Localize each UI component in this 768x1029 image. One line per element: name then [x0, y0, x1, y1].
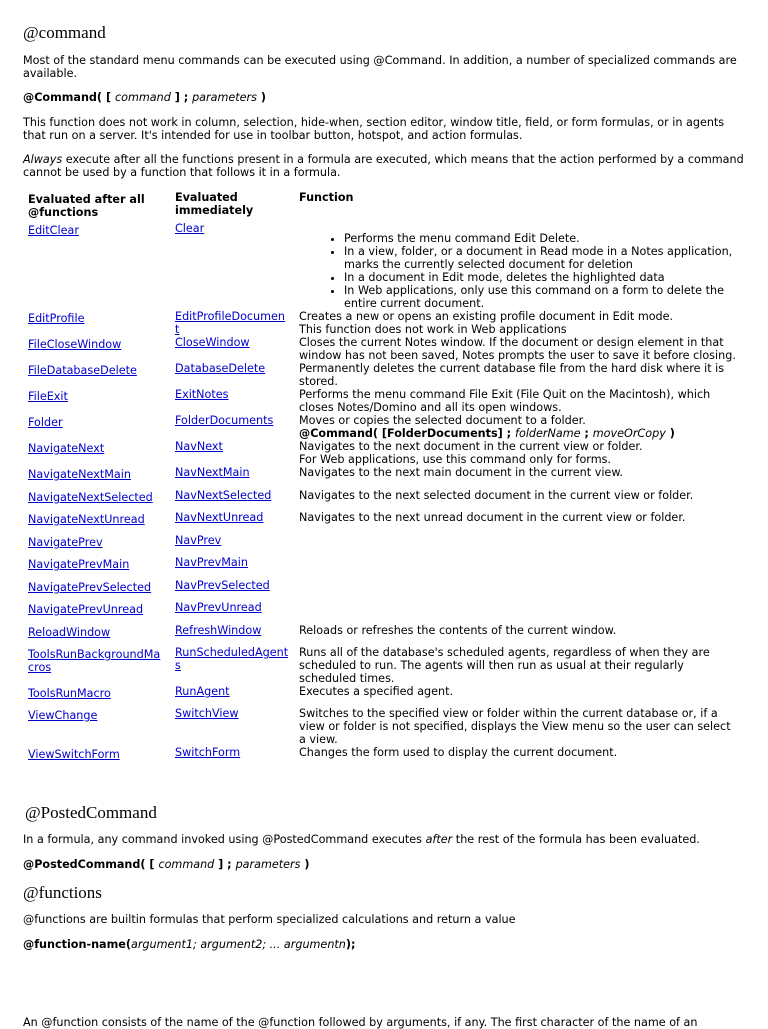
postedcommand-desc-em: after	[425, 833, 453, 846]
syntax-arg-moveorcopy: moveOrCopy	[592, 427, 666, 440]
postedcommand-heading: @PostedCommand	[25, 803, 157, 822]
link-switchview[interactable]: SwitchView	[175, 707, 239, 720]
link-exitnotes[interactable]: ExitNotes	[175, 388, 229, 401]
link-fileexit[interactable]: FileExit	[28, 390, 68, 403]
table-row	[23, 414, 740, 440]
table-row	[23, 222, 740, 310]
syntax-fn: @Command(	[23, 91, 103, 104]
command-restriction: This function does not work in column, selection, hide-when, section editor, window title, field, or form formulas, or in agents that run on a server. It's intended for use in toolbar button, hotspot, and action formulas.	[23, 116, 725, 142]
row-desc: Creates a new or opens an existing profile document in Edit mode.	[299, 310, 674, 323]
list-item: • In a view, folder, or a document in Read mode in a Notes application, marks the currently selected document for deletion	[344, 245, 740, 271]
list-item: • In Web applications, only use this command on a form to delete the entire current document.	[344, 284, 740, 310]
link-navigateprevselected[interactable]: NavigatePrevSelected	[28, 581, 152, 594]
row-desc: Navigates to the next document in the current view or folder.	[299, 440, 643, 453]
link-databasedelete[interactable]: DatabaseDelete	[175, 362, 266, 375]
link-navigatenextselected[interactable]: NavigateNextSelected	[28, 491, 153, 504]
table-row	[23, 310, 740, 336]
postedcommand-syntax	[23, 858, 309, 871]
syntax-fn: @Command( [FolderDocuments] ;	[299, 427, 516, 440]
table-row	[23, 746, 740, 761]
header-evaluated-after: Evaluated after all @functions	[28, 193, 145, 219]
link-toolsrunmacro[interactable]: ToolsRunMacro	[28, 687, 111, 700]
row-desc: Permanently deletes the current database file from the hard disk where it is stored.	[299, 362, 725, 388]
syntax-sep: ;	[580, 427, 593, 440]
syntax-arg-foldername: folderName	[515, 427, 581, 440]
syntax-arg-command: command	[158, 858, 215, 871]
command-table	[23, 188, 740, 761]
table-row	[23, 440, 740, 466]
syntax-fn: @function-name(	[23, 938, 131, 951]
row-desc: Switches to the specified view or folder within the current database or, if a view or folder is not specified, displays the View menu so the user can select a view.	[299, 707, 731, 746]
row-desc: Runs all of the database's scheduled agents, regardless of when they are scheduled to run. The agents will then run as usual at their regularly scheduled times.	[299, 646, 710, 685]
link-viewchange[interactable]: ViewChange	[28, 709, 98, 722]
link-switchform[interactable]: SwitchForm	[175, 746, 241, 759]
syntax-args: argument1; argument2; ... argumentn	[130, 938, 346, 951]
postedcommand-desc-pre: In a formula, any command invoked using @PostedCommand executes	[23, 833, 426, 846]
syntax-arg-parameters: parameters	[192, 91, 257, 104]
syntax-close: ] ;	[170, 91, 193, 104]
table-row	[23, 624, 740, 646]
table-header-row	[23, 188, 740, 222]
row-desc	[299, 556, 740, 579]
link-editclear[interactable]: EditClear	[28, 224, 79, 237]
always-rest: execute after all the functions present in a formula are executed, which means that the action performed by a command cannot be used by a function that follows it in a formula.	[23, 153, 744, 179]
link-navigatenextunread[interactable]: NavigateNextUnread	[28, 513, 145, 526]
link-navigatenext[interactable]: NavigateNext	[28, 442, 105, 455]
functions-desc: @functions are builtin formulas that perform specialized calculations and return a value	[23, 913, 516, 926]
functions-syntax	[23, 938, 355, 951]
link-navprevmain[interactable]: NavPrevMain	[175, 556, 248, 569]
always-emphasis: Always	[23, 153, 63, 166]
row-desc	[299, 601, 740, 624]
table-row	[23, 511, 740, 534]
syntax-open: [	[145, 858, 159, 871]
link-runscheduledagents[interactable]: RunScheduledAgents	[175, 646, 289, 672]
link-editprofiledocument[interactable]: EditProfileDocument	[175, 310, 286, 336]
row-desc-extra: This function does not work in Web applications	[299, 323, 567, 336]
syntax-open: [	[102, 91, 115, 104]
syntax-end: );	[345, 938, 356, 951]
syntax-arg-command: command	[114, 91, 171, 104]
table-row	[23, 579, 740, 601]
functions-cut-line: An @function consists of the name of the @function followed by arguments, if any. The first character of the name of an	[23, 1016, 698, 1029]
link-filedatabasedelete[interactable]: FileDatabaseDelete	[28, 364, 137, 377]
link-reloadwindow[interactable]: ReloadWindow	[28, 626, 111, 639]
table-row	[23, 707, 740, 746]
row-desc: Navigates to the next selected document in the current view or folder.	[299, 489, 694, 502]
table-row	[23, 362, 740, 388]
table-row	[23, 336, 740, 362]
link-navigateprevmain[interactable]: NavigatePrevMain	[28, 558, 130, 571]
table-row	[23, 601, 740, 624]
link-navprevselected[interactable]: NavPrevSelected	[175, 579, 270, 592]
link-refreshwindow[interactable]: RefreshWindow	[175, 624, 262, 637]
link-navnext[interactable]: NavNext	[175, 440, 223, 453]
row-desc: Moves or copies the selected document to a folder.	[299, 414, 586, 427]
table-row	[23, 646, 740, 685]
row-desc: Navigates to the next unread document in the current view or folder.	[299, 511, 686, 524]
command-intro: Most of the standard menu commands can be executed using @Command. In addition, a number of specialized commands are available.	[23, 54, 737, 80]
command-heading: @command	[23, 23, 106, 42]
syntax-end: )	[256, 91, 266, 104]
row-desc: Performs the menu command File Exit (File Quit on the Macintosh), which closes Notes/Domino and all its open windows.	[299, 388, 711, 414]
link-toolsrunbackgroundmacros[interactable]: ToolsRunBackgroundMacros	[28, 648, 161, 674]
header-function: Function	[299, 191, 354, 204]
table-row	[23, 534, 740, 556]
folderdocuments-syntax	[299, 427, 740, 440]
syntax-end: )	[300, 858, 310, 871]
link-folder[interactable]: Folder	[28, 416, 63, 429]
list-item: • In a document in Edit mode, deletes the highlighted data	[344, 271, 740, 284]
table-row	[23, 388, 740, 414]
link-fileclosewindow[interactable]: FileCloseWindow	[28, 338, 122, 351]
link-viewswitchform[interactable]: ViewSwitchForm	[28, 748, 120, 761]
link-navnextselected[interactable]: NavNextSelected	[175, 489, 272, 502]
link-clear[interactable]: Clear	[175, 222, 205, 235]
link-editprofile[interactable]: EditProfile	[28, 312, 85, 325]
table-row	[23, 685, 740, 707]
row-desc	[299, 579, 740, 601]
link-navprev[interactable]: NavPrev	[175, 534, 222, 547]
link-navigateprevunread[interactable]: NavigatePrevUnread	[28, 603, 144, 616]
link-closewindow[interactable]: CloseWindow	[175, 336, 250, 349]
row-desc: Closes the current Notes window. If the document or design element in that window has not been saved, Notes prompts the user to save it before closing.	[299, 336, 736, 362]
functions-heading: @functions	[23, 883, 102, 902]
row-desc: Reloads or refreshes the contents of the current window.	[299, 624, 617, 637]
syntax-end: )	[665, 427, 675, 440]
postedcommand-desc-post: the rest of the formula has been evaluated.	[452, 833, 700, 846]
table-row	[23, 489, 740, 511]
postedcommand-desc	[23, 833, 748, 846]
link-navigateprev[interactable]: NavigatePrev	[28, 536, 103, 549]
link-folderdocuments[interactable]: FolderDocuments	[175, 414, 274, 427]
syntax-close: ] ;	[214, 858, 236, 871]
link-navnextunread[interactable]: NavNextUnread	[175, 511, 264, 524]
row-desc: Changes the form used to display the current document.	[299, 746, 618, 759]
command-always-note	[23, 153, 748, 179]
link-navnextmain[interactable]: NavNextMain	[175, 466, 250, 479]
link-navprevunread[interactable]: NavPrevUnread	[175, 601, 262, 614]
syntax-arg-parameters: parameters	[235, 858, 301, 871]
row-desc: Executes a specified agent.	[299, 685, 454, 698]
row-desc	[299, 534, 740, 556]
syntax-fn: @PostedCommand(	[23, 858, 146, 871]
header-evaluated-immediately: Evaluated immediately	[175, 191, 254, 217]
editclear-bullet-list	[299, 232, 740, 310]
table-row	[23, 466, 740, 489]
link-navigatenextmain[interactable]: NavigateNextMain	[28, 468, 131, 481]
command-syntax	[23, 91, 266, 104]
row-desc: Navigates to the next main document in the current view.	[299, 466, 623, 479]
list-item: • Performs the menu command Edit Delete.	[344, 232, 740, 245]
link-runagent[interactable]: RunAgent	[175, 685, 230, 698]
table-row	[23, 556, 740, 579]
row-desc-extra: For Web applications, use this command only for forms.	[299, 453, 611, 466]
